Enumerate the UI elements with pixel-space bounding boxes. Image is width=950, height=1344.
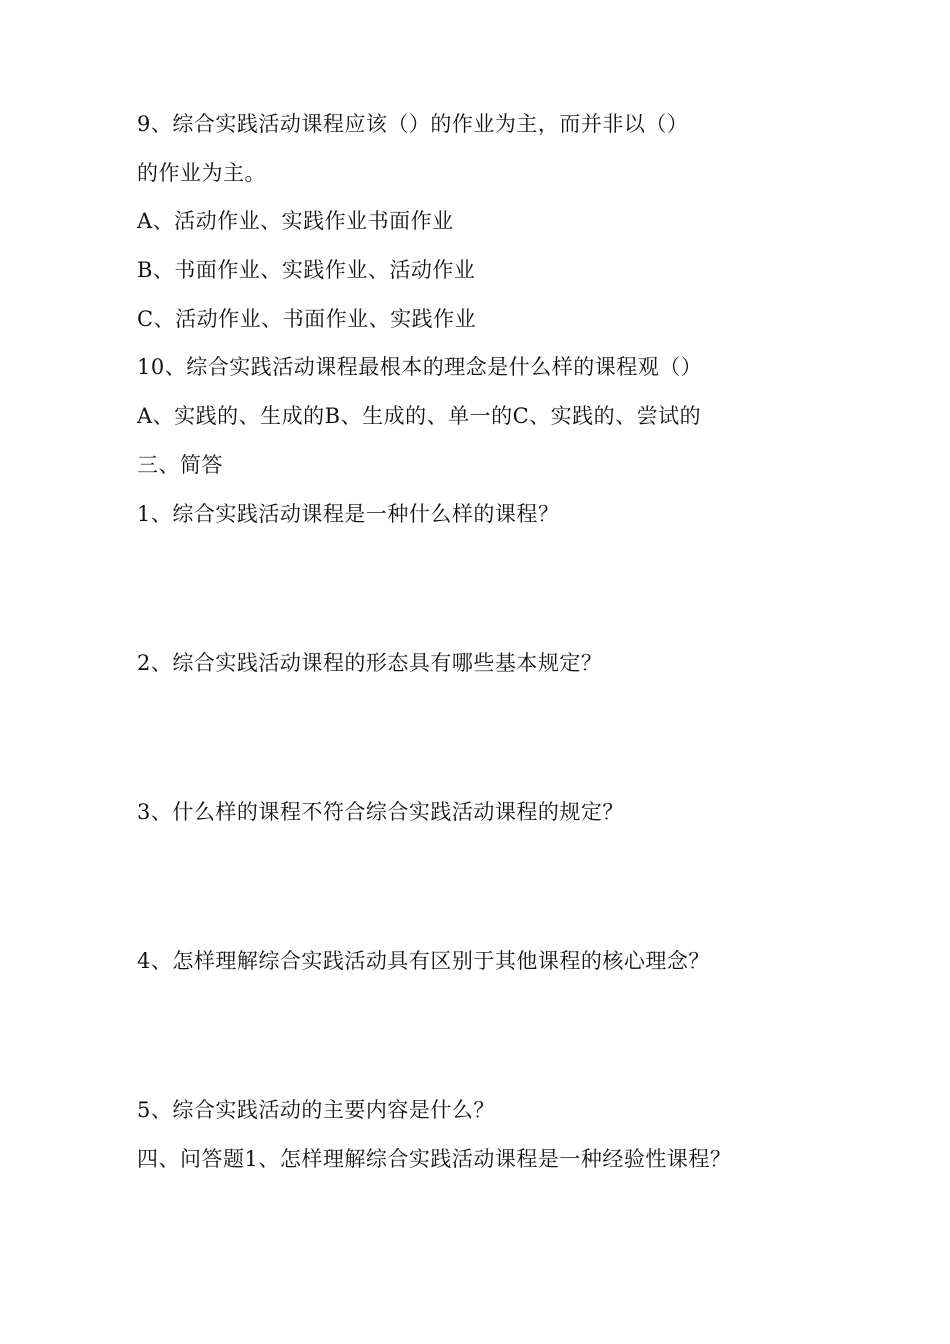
question-9-option-a: A、活动作业、实践作业书面作业 — [137, 209, 454, 233]
question-9-line-2: 的作业为主。 — [137, 161, 266, 185]
short-answer-question-3: 3、什么样的课程不符合综合实践活动课程的规定？ — [137, 800, 624, 824]
question-9-option-b: B、书面作业、实践作业、活动作业 — [137, 258, 476, 282]
short-answer-question-2: 2、综合实践活动课程的形态具有哪些基本规定？ — [137, 651, 603, 675]
short-answer-question-4: 4、怎样理解综合实践活动具有区别于其他课程的核心理念？ — [137, 949, 710, 973]
question-9-option-c: C、活动作业、书面作业、实践作业 — [137, 307, 477, 331]
short-answer-question-1: 1、综合实践活动课程是一种什么样的课程？ — [137, 502, 560, 526]
question-10: 10、综合实践活动课程最根本的理念是什么样的课程观（） — [137, 355, 703, 379]
question-10-options: A、实践的、生成的B、生成的、单一的C、实践的、尝试的 — [137, 404, 702, 428]
question-9-line-1: 9、综合实践活动课程应该（）的作业为主，而并非以（） — [137, 112, 689, 136]
section-heading-short-answer: 三、简答 — [137, 453, 223, 477]
short-answer-question-5: 5、综合实践活动的主要内容是什么？ — [137, 1098, 495, 1122]
section-heading-essay-question-1: 四、问答题1、怎样理解综合实践活动课程是一种经验性课程？ — [137, 1147, 732, 1171]
